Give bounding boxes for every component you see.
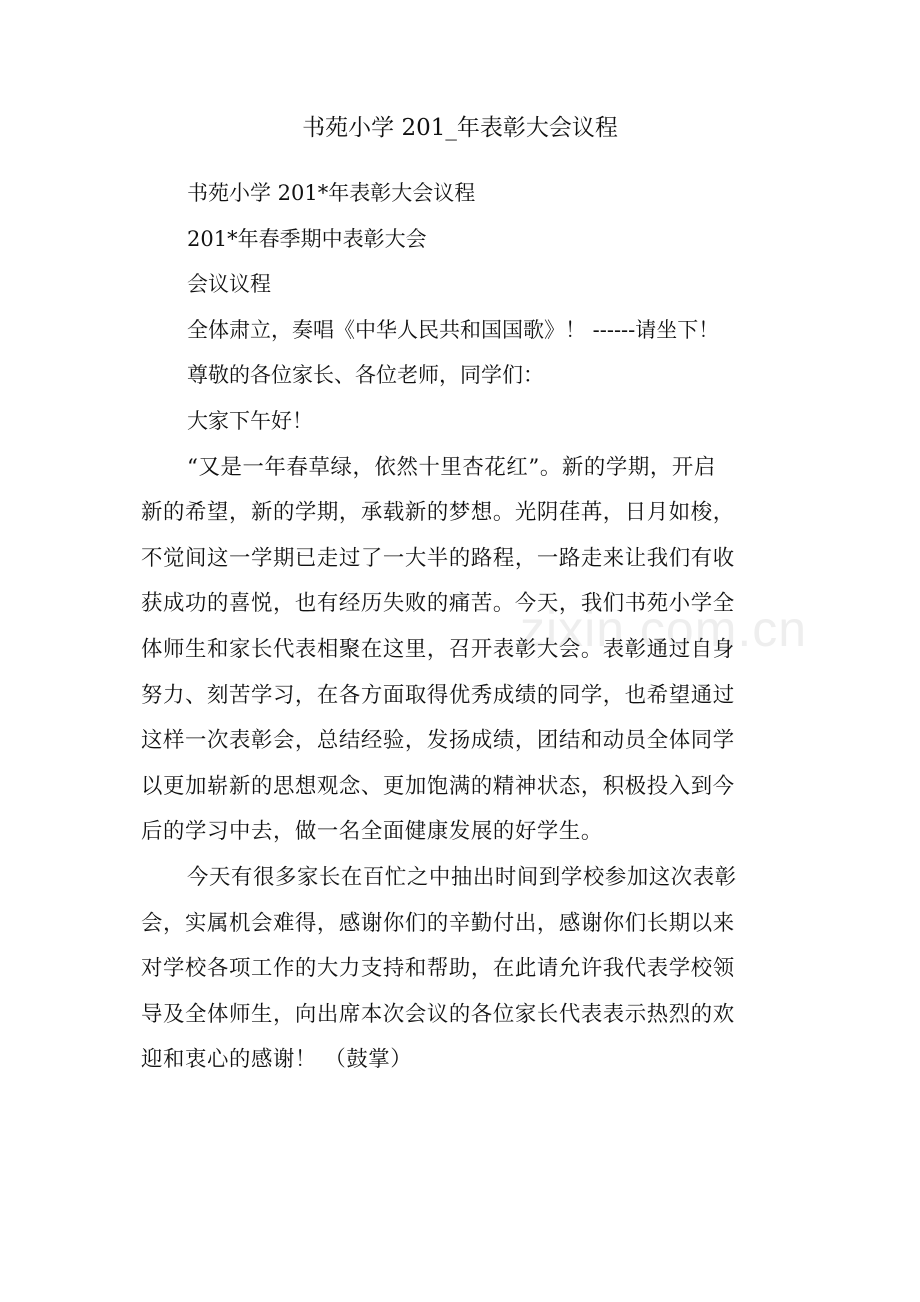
agenda-heading: 会议议程 bbox=[187, 272, 271, 297]
paragraph-line: 这样一次表彰会，总结经验，发扬成绩，团结和动员全体同学 bbox=[141, 728, 735, 754]
paragraph-line: 新的希望，新的学期，承载新的梦想。光阴荏苒，日月如梭， bbox=[141, 500, 735, 526]
paragraph-line: 导及全体师生，向出席本次会议的各位家长代表表示热烈的欢 bbox=[141, 1001, 735, 1027]
good-afternoon-line: 大家下午好！ bbox=[187, 408, 313, 433]
paragraph-line: 会，实属机会难得，感谢你们的辛勤付出，感谢你们长期以来 bbox=[141, 910, 735, 936]
subtitle-line: 书苑小学 201*年表彰大会议程 bbox=[187, 181, 476, 205]
document-body bbox=[141, 171, 781, 1083]
paragraph-line: 对学校各项工作的大力支持和帮助，在此请允许我代表学校领 bbox=[141, 956, 735, 982]
paragraph-line: 今天有很多家长在百忙之中抽出时间到学校参加这次表彰 bbox=[187, 864, 737, 890]
paragraph-line: 体师生和家长代表相聚在这里，召开表彰大会。表彰通过自身 bbox=[141, 636, 735, 662]
greeting-line: 尊敬的各位家长、各位老师，同学们： bbox=[187, 363, 544, 388]
paragraph-line: 迎和衷心的感谢！ （鼓掌） bbox=[141, 1047, 413, 1073]
paragraph-line: 后的学习中去，做一名全面健康发展的好学生。 bbox=[141, 819, 603, 845]
paragraph-line: 获成功的喜悦，也有经历失败的痛苦。今天，我们书苑小学全 bbox=[141, 591, 735, 617]
paragraph-line: 以更加崭新的思想观念、更加饱满的精神状态，积极投入到今 bbox=[141, 773, 735, 799]
paragraph-line: “又是一年春草绿，依然十里杏花红”。新的学期，开启 bbox=[187, 454, 716, 480]
paragraph-line: 不觉间这一学期已走过了一大半的路程，一路走来让我们有收 bbox=[141, 545, 735, 571]
watermark: zixin.com.cn bbox=[520, 601, 808, 657]
paragraph-line: 努力、刻苦学习，在各方面取得优秀成绩的同学，也希望通过 bbox=[141, 682, 735, 708]
event-name-line: 201*年春季期中表彰大会 bbox=[187, 226, 427, 251]
document-title: 书苑小学 201_年表彰大会议程 bbox=[302, 115, 618, 141]
anthem-line: 全体肃立，奏唱《中华人民共和国国歌》！ ------请坐下！ bbox=[187, 317, 720, 342]
